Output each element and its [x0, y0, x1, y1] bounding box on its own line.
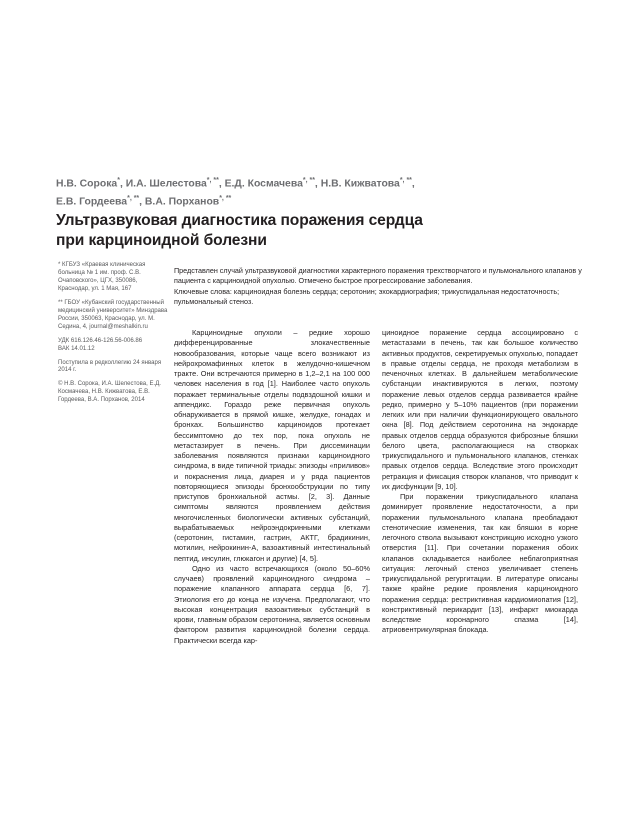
received-date: Поступила в редколлегию 24 января 2014 г.: [58, 359, 162, 374]
classification: [58, 338, 170, 354]
keywords: Ключевые слова: карциноидная болезнь сердца; серотонин; эхокардиография; трикуспидальная недостаточность; пульмональный стеноз.: [174, 286, 560, 306]
paragraph: Одно из часто встречающихся (около 50–60% случаев) проявлений карциноидного синдрома – поражение клапанного аппарата сердца [6, 7]. Этиология его до конца не изучена. Предполагают, что высокая концентрация вазоактивных субстанций в крови, главным образом серотонина, является основным фактором развития карциноидной болезни сердца. Практически всегда кар-: [174, 563, 370, 645]
author-name: Н.В. Сорока: [56, 178, 118, 190]
author-list: [56, 173, 586, 210]
abstract: [174, 266, 586, 307]
paragraph: При поражении трикуспидального клапана доминирует проявление недостаточности, а при поражении пульмонального клапана преобладают стенотические изменения, так как бляшки в корне легочного ствола вызывают констрикцию исходно узкого отверстия [11]. При сочетании поражения обоих клапанов складывается наиболее неблагоприятная ситуация: легочный стеноз увеличивает степень трикуспидальной регургитации. В литературе описаны также крайне редкие проявления карциноидного поражения сердца: рестриктивная кардиомиопатия [12], констриктивный перикардит [13], инфаркт миокарда вследствие коронарного спазма [14], атриовентрикулярная блокада.: [382, 492, 578, 635]
body-column-left: [174, 328, 370, 646]
article-title: [56, 211, 576, 250]
author-line-2: [56, 191, 586, 209]
affiliation-mark: *, **: [127, 195, 140, 203]
author-name: Е.В. Гордеева: [56, 196, 128, 208]
author-separator: ,: [411, 178, 415, 190]
affiliation-mark: *, **: [399, 177, 412, 184]
abstract-text: Представлен случай ультразвуковой диагностики характерного поражения трехстворчатого и пульмонального клапанов у пациента с карциноидной опухолью. Отмечено быстрое прогрессирование заболевания.: [174, 266, 582, 286]
body-column-right: [382, 328, 578, 636]
author-name: , Е.Д. Космачева: [218, 178, 303, 190]
vak-code: ВАК 14.01.12: [58, 345, 95, 352]
title-line-2: при карциноидной болезни: [56, 231, 267, 249]
affiliation-mark: *, **: [302, 177, 315, 184]
paragraph: циноидное поражение сердца ассоциировано с метастазами в печень, так как большое количество активных продуктов, секретируемых опухолью, попадает в правые отделы сердца, не проходя метаболизм в печеночных клетках. В дальнейшем метаболические субстанции инактивируются в легких, поэтому поражение левых отделов сердца развивается крайне редко, примерно у 5–10% пациентов (при поражении легких или при наличии функционирующего овального окна [8]. Под действием серотонина на эндокарде правых отделов сердца образуются фиброзные бляшки белого цвета, располагающиеся на створках трикуспидального и пульмонального клапанов, стенках правых отделов сердца. Вследствие этого происходит ретракция и фиксация створок клапанов, что приводит к их дисфункции [9, 10].: [382, 328, 578, 491]
author-line-1: [56, 173, 586, 191]
author-name: , Н.В. Кижватова: [314, 178, 400, 190]
title-line-1: Ультразвуковая диагностика поражения сердца: [56, 212, 423, 229]
affiliation-mark: *, **: [206, 177, 219, 184]
paragraph: Карциноидные опухоли – редкие хорошо дифференцированные злокачественные новообразования, которые чаще всего возникают из нейрохромафинных клеток в желудочно-кишечном тракте. Они встречаются примерно в 1,2–2,1 на 100 000 человек населения в год [1]. Наиболее часто опухоль поражает терминальные отделы подвздошной кишки и аппендикс. Гораздо реже первичная опухоль обнаруживается в прямой кишке, желудке, гонадах и бронхах. Большинство карциноидов протекает бессимптомно до тех пор, пока опухоль не метастазирует в печень. При диссеминации заболевания появляются признаки карциноидного синдрома, в виде типичной триады: эпизоды «приливов» и покраснения лица, диарея и у ряда пациентов повторяющиеся эпизоды бронхообструкции по типу приступов бронхиальной астмы. [2, 3]. Данные симптомы являются проявлением действия многочисленных биологически активных субстанций, вырабатываемых нейроэндокринными клетками (серотонин, гистамин, гастрин, АКТГ, брадикинин, мотилин, нейрокинин-А, вазоактивный интестинальный пептид, инсулин, глюкагон и другие) [4, 5].: [174, 328, 370, 563]
affiliation-1: * КГБУЗ «Краевая клиническая больница № 1 им. проф. С.В. Очаповского», ЦГХ, 350086, Краснодар, ул. 1 Мая, 167: [58, 262, 146, 292]
affiliation-mark: *, **: [219, 195, 232, 203]
copyright: © Н.В. Сорока, И.А. Шелестова, Е.Д. Космачева, Н.В. Кижватова, Е.В. Гордеева, В.А. Порханов, 2014: [58, 381, 161, 404]
affiliation-mark: *: [117, 177, 120, 184]
udk-code: УДК 616.126.46-126.56-006.86: [58, 337, 143, 344]
metadata-sidebar: [58, 262, 170, 411]
author-name: , В.А. Порханов: [139, 196, 220, 208]
author-name: , И.А. Шелестова: [119, 178, 207, 190]
affiliation-2: ** ГБОУ «Кубанский государственный медицинский университет» Минздрава России, 350063, Краснодар, ул. М. Седина, 4, journal@meshalkin.ru: [58, 299, 168, 330]
